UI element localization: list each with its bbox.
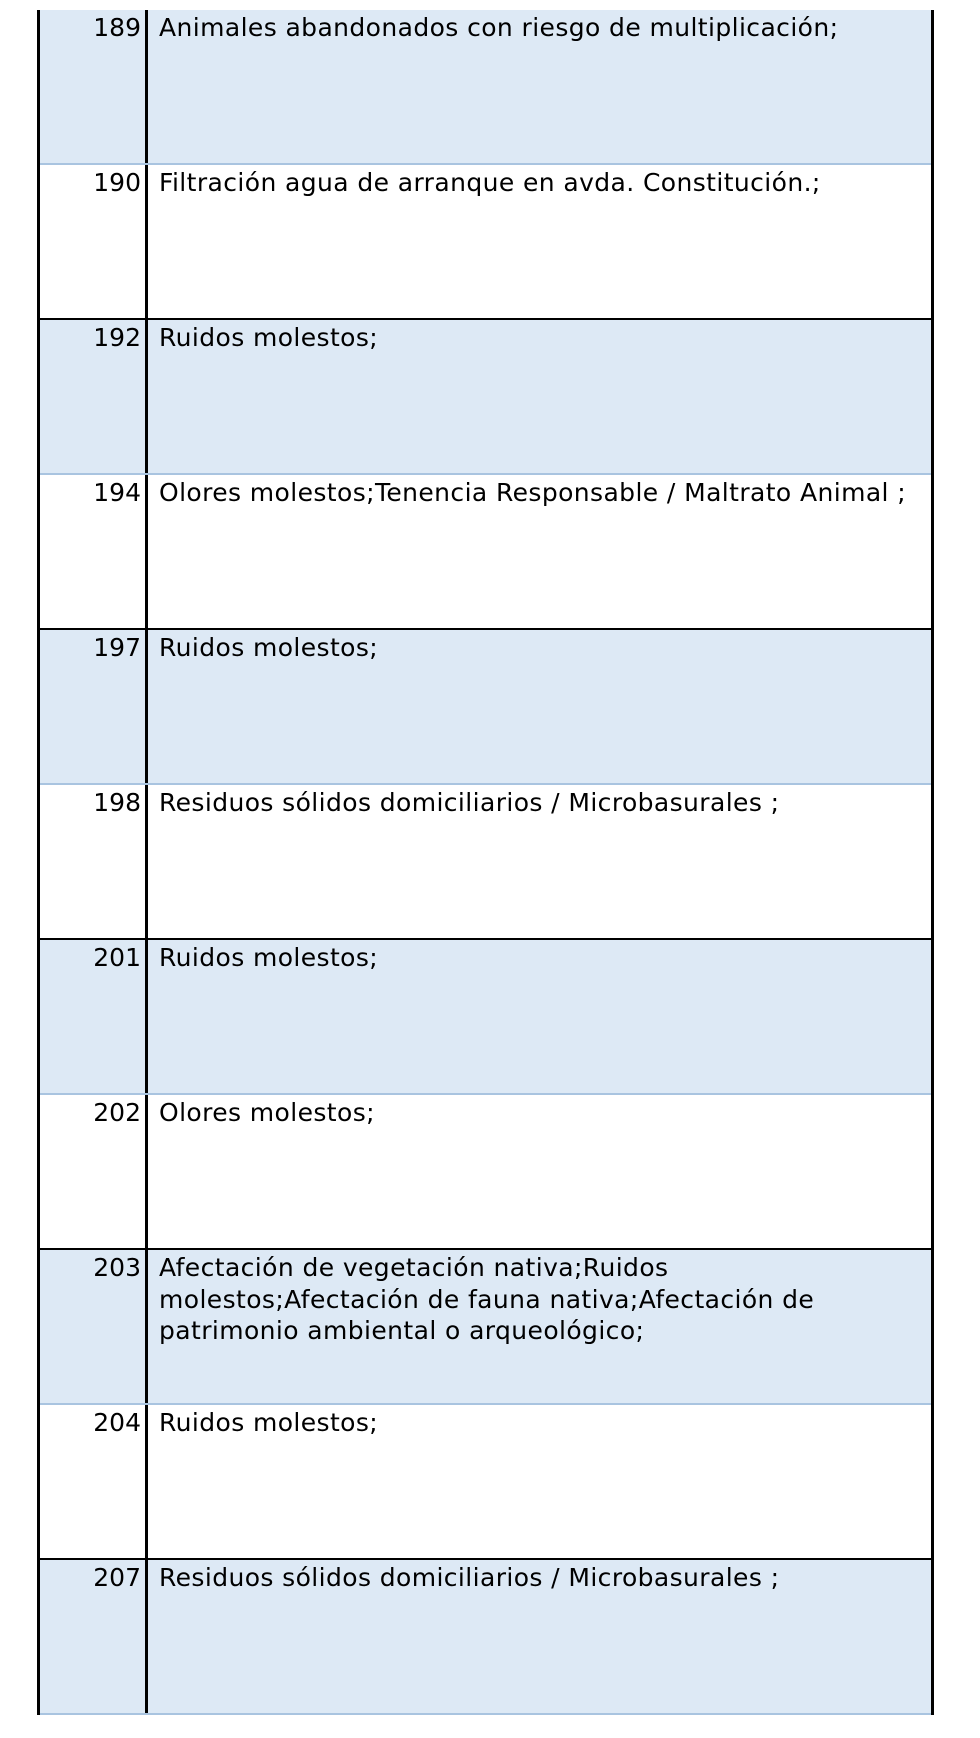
- row-number: 204: [40, 1405, 148, 1558]
- row-number: 194: [40, 475, 148, 628]
- row-description: Ruidos molestos;: [159, 323, 379, 352]
- table-row: [40, 1250, 931, 1405]
- row-number: 202: [40, 1095, 148, 1248]
- row-description: Ruidos molestos;: [159, 633, 379, 662]
- row-description: Olores molestos;: [159, 1098, 375, 1127]
- row-description: Afectación de vegetación nativa;Ruidos molestos;Afectación de fauna nativa;Afectación de patrimonio ambiental o arqueológico;: [159, 1253, 815, 1345]
- table-row: [40, 630, 931, 785]
- table-row: [40, 940, 931, 1095]
- row-number: 192: [40, 320, 148, 473]
- row-description: Residuos sólidos domiciliarios / Microbasurales ;: [159, 1563, 780, 1592]
- table-row: [40, 475, 931, 630]
- complaints-table: [37, 10, 934, 1715]
- row-number: 190: [40, 165, 148, 318]
- row-description: Filtración agua de arranque en avda. Constitución.;: [159, 168, 821, 197]
- row-number: 201: [40, 940, 148, 1093]
- row-description: Ruidos molestos;: [159, 1408, 379, 1437]
- row-number: 189: [40, 10, 148, 163]
- table-row: [40, 785, 931, 940]
- row-description: Ruidos molestos;: [159, 943, 379, 972]
- row-description: Animales abandonados con riesgo de multiplicación;: [159, 13, 839, 42]
- row-number: 203: [40, 1250, 148, 1403]
- row-number: 198: [40, 785, 148, 938]
- table-row: [40, 165, 931, 320]
- row-description: Residuos sólidos domiciliarios / Microbasurales ;: [159, 788, 780, 817]
- table-row: [40, 1405, 931, 1560]
- row-number: 207: [40, 1560, 148, 1713]
- table-row: [40, 1095, 931, 1250]
- table-row: [40, 320, 931, 475]
- table-row: [40, 1560, 931, 1715]
- row-description: Olores molestos;Tenencia Responsable / Maltrato Animal ;: [159, 478, 907, 507]
- row-number: 197: [40, 630, 148, 783]
- table-row: [40, 10, 931, 165]
